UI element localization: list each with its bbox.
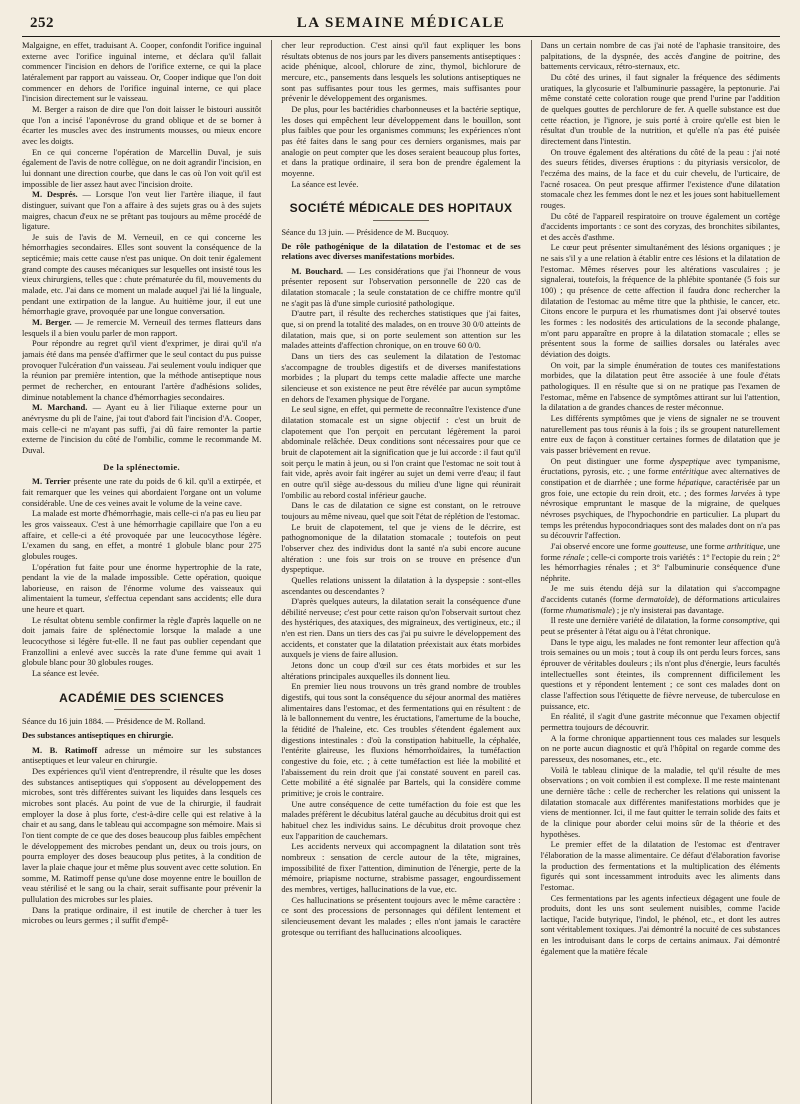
paragraph: Les accidents nerveux qui accompagnent la dilatation sont très nombreux : sensation de cercle autour de la tête, migraines, impossibilité de fixer l'attention, diminution de l'énergie, perte de la mémoire, priapisme nocturne, strabisme passager, engourdissement des membres, vertiges, hallucinations de la vue, etc.: [281, 841, 521, 894]
speaker-name: M. Berger.: [32, 317, 72, 328]
paper-title: De rôle pathogénique de la dilatation de l'estomac et de ses relations avec diverses manifestations morbides.: [281, 240, 521, 262]
paragraph-text: — Lorsque l'on veut lier l'artère iliaque, il faut distinguer, suivant que l'on a affaire à des sujets gras ou à des sujets maigres, chacun d'eux ne se prêtant pas toujours au même procédé de ligature.: [22, 189, 262, 232]
paragraph: Dans un tiers des cas seulement la dilatation de l'estomac s'accompagne de troubles digestifs et de diverses manifestations morbides ; la plupart du temps cette maladie affecte une marche silencieuse et son existence ne peut être révélée par aucun symptôme en dehors de l'examen physique de l'organe.: [281, 351, 521, 404]
paragraph: [22, 745, 261, 766]
emphasis: dyspeptique: [669, 455, 710, 466]
emphasis: rhumatismale: [565, 604, 612, 615]
paragraph-text: ) ; je n'y insisterai pas davantage.: [612, 604, 724, 615]
emphasis: dermatoïde: [636, 594, 675, 605]
paragraph: Ces fermentations par les agents infectieux dégagent une foule de produits, dont les uns sont seulement nuisibles, comme l'acide lactique, l'acide butyrique, l'indol, le phénol, etc., et dont les autres sont véritablement toxiques. J'ai démontré la nocuité de ces substances en les introduisant dans le corps de certains animaux. J'ai démontré également que la matière fécale: [540, 892, 780, 956]
emphasis: entéritique: [671, 466, 709, 477]
section-heading: SOCIÉTÉ MÉDICALE DES HOPITAUX: [289, 201, 513, 216]
paragraph: cher leur reproduction. C'est ainsi qu'il faut expliquer les bons résultats obtenus de nos jours par les divers pansements antiseptiques : acide phénique, alcool, chlorure de zinc, thymol, bichlorure de mercure, etc., pansements dans lesquels les solutions antiseptiques ne sont pas suffisantes pour tous les germes, mais suffisantes pour prévenir le développement des organismes.: [281, 40, 521, 104]
paragraph: [22, 317, 261, 338]
paragraph: Du côté des urines, il faut signaler la fréquence des sédiments uratiques, la glycosurie et l'albuminurie passagère, la peptonurie. J'ai même constaté cette coloration rouge que prend l'urine par l'addition de quelques gouttes de perchlorure de fer. A quelle substance est due cette réaction, je l'ignore, je suis porté à croire qu'elle est bien le résultat d'un trouble de la nutrition, et qu'elle n'a pas été puisée directement dans l'intestin.: [540, 71, 780, 146]
paragraph-text: J'ai observé encore une forme: [550, 540, 654, 551]
text-columns: [22, 40, 780, 1104]
paragraph: La séance est levée.: [291, 178, 359, 189]
paragraph: Jetons donc un coup d'œil sur ces états morbides et sur les altérations principales auxquelles ils donnent lieu.: [281, 660, 521, 681]
paragraph: Le cœur peut présenter simultanément des lésions organiques ; je ne sais s'il y a une relation à établir entre ces lésions et la dilatation de l'estomac. Mêmes réserves pour les altérations vasculaires ; je signalerai, toutefois, la fréquence de la phlébite spontanée (5 fois sur 100) ; qu présence de cette affection il faudra donc rechercher la dilatation de l'estomac au même titre que la phthisie, le cancer, etc. Citons encore le purpura et les rhumatismes dont j'ai observé toutes les formes : les nodosités des articulations de la seconde phalange, m'ont paru apparaître en propre à la dilatation stomacale ; elles se présentent sous la forme de saillies dorsales ou latérales avec déviation des doigts.: [540, 242, 780, 360]
paragraph-text: On peut distinguer une forme: [550, 455, 670, 466]
paragraph: [281, 266, 520, 309]
paragraph: Des expériences qu'il vient d'entreprendre, il résulte que les doses des substances antiseptiques qui s'opposent au développement des microbes, sont très différentes suivant les liquides dans lesquels ces microbes sont placés. Au point de vue de la chirurgie, il faudrait employer la dose à plus forte, c'est-à-dire celle qui est relative à la chair et au sang, dans le tableau qui accompagne son mémoire. Mais si l'on tient compte de ce que des doses beaucoup plus faibles empêchent le développement des microbes pendant un, deux ou trois jours, on pourra employer des doses beaucoup plus petites, à la condition de laver la plaie chaque jour et même plus souvent avec cette solution. En somme, M. Ratimoff pense qu'une dose moyenne entre le bouillon de veau stérilisé et le sang ou la chair, serait suffisante pour prévenir la pullulation des microbes sur les plaies.: [22, 766, 262, 904]
paragraph: Malgaigne, en effet, traduisant A. Cooper, confondit l'orifice inguinal externe avec l'orifice inguinal interne, et déclara qu'il fallait commencer l'incision en dehors de l'orifice externe, ce qui la place latéralement par rapport au vaisseau. Or, Cooper indique que l'on doit commencer en dehors de l'orifice inguinal interne, ce qui place l'incision directement sur le vaisseau.: [22, 40, 262, 104]
paragraph: La malade est morte d'hémorrhagie, mais celle-ci n'a pas eu lieu par les gros vaisseaux. C'est à une hémorrhagie capillaire que l'on a eu affaire, et celle-ci a été provoquée par une leucocythose légère. L'examen du sang, en effet, a montré 1 globule blanc pour 275 globules rouges.: [22, 508, 262, 561]
emphasis: hépatique: [677, 476, 711, 487]
paragraph: [22, 476, 261, 508]
paragraph: On voit, par la simple énumération de toutes ces manifestations morbides, que la dilatation peut être associée à une foule d'états pathologiques. Il en résulte que si on ne pratique pas l'examen de l'estomac, même en l'absence de symptômes attirant sur lui l'attention, la dilatation a de grandes chances de rester méconnue.: [540, 359, 780, 413]
paragraph: Le premier effet de la dilatation de l'estomac est d'entraver l'élaboration de la masse alimentaire. Ce défaut d'élaboration favorise la production des fermentations et la multiplication des éléments figurés qui sont incessamment introduits avec les aliments dans l'estomac.: [540, 839, 780, 892]
paragraph-text: , une forme: [685, 540, 727, 551]
speaker-name: M. Bouchard.: [291, 265, 343, 276]
section-heading: ACADÉMIE DES SCIENCES: [59, 690, 225, 705]
journal-title: LA SEMAINE MÉDICALE: [296, 15, 506, 31]
paragraph: [541, 456, 780, 541]
paragraph: Du côté de l'appareil respiratoire on trouve également un cortège d'accidents importants : ce sont des coryzas, des bronchites sibilantes, et des accès d'asthme.: [540, 210, 780, 242]
paragraph-text: avec alternatives de constipation et de diarrhée ; une forme: [540, 466, 780, 487]
emphasis: arthritique: [726, 540, 764, 551]
divider: [114, 709, 170, 710]
speaker-name: M. Terrier: [32, 476, 71, 487]
paragraph-text: , caractérisée par un gros foie, une ectopie du rein droit, etc. ; des formes: [540, 476, 780, 498]
column-right: [531, 40, 780, 1104]
paragraph-text: Je me suis étendu déjà sur la dilatation qui s'accompagne d'accidents cutanés (forme: [540, 583, 780, 605]
paragraph: Dans la pratique ordinaire, il est inutile de chercher à tuer les microbes ou leurs germes ; il suffit d'empê-: [22, 904, 262, 926]
paragraph: On trouve également des altérations du côté de la peau : j'ai noté des sueurs fétides, diverses éruptions : du pityriasis versicolor, de l'eczéma des mains, de la face et du cuir chevelu, de l'urticaire, de l'acné rosacea. On peut presque affirmer l'existence d'une dilatation stomacale chez les femmes dont le nez et les joues sont habituellement rouges.: [540, 146, 780, 210]
paragraph: [541, 615, 780, 636]
column-middle: [271, 40, 520, 1104]
divider: [373, 220, 429, 221]
paragraph: En réalité, il s'agit d'une gastrite méconnue que l'examen objectif permettra toujours de découvrir.: [540, 711, 780, 732]
subsection-heading: De la splénectomie.: [103, 461, 181, 472]
paragraph: Quelles relations unissent la dilatation à la dyspepsie : sont-elles ascendantes ou descendantes ?: [281, 574, 521, 596]
paragraph-text: Il reste une dernière variété de dilatation, la forme: [550, 615, 723, 626]
emphasis: goutteuse: [653, 540, 686, 551]
speaker-name: M. B. Ratimoff: [32, 744, 98, 755]
emphasis: consomptive: [722, 615, 765, 626]
paragraph: Le seul signe, en effet, qui permette de reconnaître l'existence d'une dilatation stomacale est un signe objectif : c'est un bruit de clapotement que l'on perçoit en percutant légèrement la paroi abdominale relâchée. Deux conditions sont nécessaires pour que ce bruit de clapotement ait la signification que je lui accorde : il faut qu'il soit perçu le matin à jeun, ou si l'on craint que l'estomac ne soit tout à fait vide, après avoir fait ingérer au sujet un demi verre d'eau; il faut en outre qu'il siège au-dessous du milieu d'une ligne qui réunirait l'ombilic au rebord costal inférieur gauche.: [281, 404, 521, 500]
paragraph: D'après quelques auteurs, la dilatation serait la conséquence d'une débilité nerveuse; c'est pour cette raison qu'on l'observait surtout chez des hystériques, des ataxiques, des migraineux, des vertigineux, etc.; il n'en est rien. Dans un tiers des cas j'ai pu suivre le développement des accidents, et constater que la dilatation préexistait aux états morbides auxquels je viens de faire allusion.: [281, 596, 521, 660]
paragraph: [541, 583, 780, 615]
speaker-name: M. Marchand.: [32, 402, 88, 413]
page-header: [22, 0, 780, 37]
paragraph: Dans le cas de dilatation ce signe est constant, on le retrouve toujours au même niveau, quel que soit l'état de réplétion de l'estomac.: [281, 500, 521, 521]
paragraph: Je suis de l'avis de M. Verneuil, en ce qui concerne les hémorrhagies secondaires. Elles sont souvent la conséquence de la septicémie; mais cette cause n'est pas unique. On doit tenir également grand compte des causes mécaniques sur lesquelles ont insisté tous les vieux chirurgiens, telles que : chute prématurée du fil, mouvements du malade, etc. J'ai dans ce moment un malade auquel j'ai lié la linguale, pendant une extirpation de la langue. Au huitième jour, il eut une hémorrhagie grave, provoquée par une longue conversation.: [22, 231, 262, 317]
page-number: 252: [30, 15, 54, 31]
session-line: Séance du 13 juin. — Présidence de M. Bucquoy.: [281, 226, 449, 237]
paragraph-text: — Ayant eu à lier l'iliaque externe pour un anévrysme du pli de l'aine, j'ai tout d'abord fait l'incision d'A. Cooper, mais celle-ci ne m'ayant pas suffi, j'ai dû faire remonter la partie externe de l'incision du côté de l'ombilic, comme le recommande M. Duval.: [22, 402, 262, 455]
paragraph: M. Berger a raison de dire que l'on doit laisser le bistouri aussitôt que l'on a incisé l'aponévrose du grand oblique et de se borner à écarter les muscles avec des instruments mousses, ou mieux encore avec les doigts.: [22, 103, 262, 146]
paragraph: En premier lieu nous trouvons un très grand nombre de troubles digestifs, qui tous sont la conséquence du séjour anormal des matières alimentaires dans l'estomac, et des fermentations qui en résultent : de là le ballonnement du ventre, les éructations, l'amertume de la bouche, la fétidité de l'haleine, etc. Ces troubles s'étendent également aux digestions intestinales : d'où la constipation habituelle, la céphalée, l'entérite glaireuse, les fluxions hémorrhoïdaires, la tuméfaction congestive du foie, etc. ; à cette tuméfaction est liée la mobilité et l'abaissement du rein droit que j'ai constaté souvent en pareil cas. Cette mobilité a été signalée par Bartels, qui la considère comme primitive; je crois le contraire.: [281, 681, 521, 798]
paragraph-text: ; celle-ci comporte trois variétés : 1° l'ectopie du rein ; 2° les hémorrhagies rénales ; et 3° l'albuminurie conséquence d'une néphrite.: [540, 551, 780, 583]
speaker-name: M. Després.: [32, 189, 78, 200]
paragraph-text: , qui peut se présenter à l'état aigu ou à l'état chronique.: [540, 615, 780, 637]
paragraph: D'autre part, il résulte des recherches statistiques que j'ai faites, que, si on prend la totalité des malades, on en trouve 30 0/0 atteints de dilatation, mais que, si on porte seulement son attention sur les malades atteints d'affection chronique, on en trouve 60 0/0.: [281, 308, 521, 351]
paragraph: Le bruit de clapotement, tel que je viens de le décrire, est pathognomonique de la dilatation stomacale ; toutefois on peut l'observer chez des individus dont la santé n'a subi encore aucune altération : une fois sur trois on se trouve en présence d'un dyspeptique.: [281, 521, 521, 575]
paragraph-text: — Je remercie M. Verneuil des termes flatteurs dans lesquels il a bien voulu parler de mon rapport.: [22, 317, 262, 338]
paragraph: La séance est levée.: [32, 668, 99, 679]
paragraph: Une autre conséquence de cette tuméfaction du foie est que les malades préfèrent le décubitus latéral gauche au décubitus droit qui est habituel chez les individus sains. Le décubitus droit provoque chez eux l'apparition de cauchemars.: [281, 798, 521, 841]
paragraph-text: adresse un mémoire sur les substances antiseptiques et leur valeur en chirurgie.: [22, 744, 262, 766]
paragraph: Les différents symptômes que je viens de signaler ne se trouvent naturellement pas tous réunis à la fois ; ils se groupent naturellement entre eux de façon à constituer certaines formes de dilatation que je vais passer brièvement en revue.: [540, 412, 780, 455]
column-left: [22, 40, 261, 1104]
paragraph: [541, 541, 780, 584]
paragraph-text: à type névrosique empruntant le masque de la migraine, de quelques névroses psychiques, de l'hypochondrie en particulier. La plupart du temps les prétendus hypocondriaques sont des malades dont on n'a pas su découvrir l'affection.: [540, 487, 780, 541]
paragraph: De plus, pour les bactéridies charbonneuses et la bactérie septique, les doses qui empêchent leur développement dans le bouillon, sont plus faibles que pour les organismes communs; les expériences n'ont pas été faites dans le sang pour ces derniers organismes, mais par analogie on peut compter que les doses seraient beaucoup plus fortes, et dans la pratique ordinaire, il sera bon de prendre également la moyenne.: [281, 103, 521, 178]
paragraph: Pour répondre au regret qu'il vient d'exprimer, je dirai qu'il n'a jamais été dans ma pensée d'affirmer que le seul contact du pus puisse provoquer l'ulcération d'un vaisseau. J'ai seulement voulu indiquer que la réunion par première intention, que la méthode antiseptique nous permet de rechercher, en entourant l'artère d'adhésions solides, diminue notablement la chance d'hémorrhagies secondaires.: [22, 338, 262, 402]
session-line: Séance du 16 juin 1884. — Présidence de M. Rolland.: [22, 716, 206, 727]
paragraph-text: présente une rate du poids de 6 kil. qu'il a extirpée, et fait remarquer que les veines qui abordaient l'organe ont un volume considérable. Une de ces veines avait le volume de la veine cave.: [22, 476, 262, 508]
paragraph: Voilà le tableau clinique de la maladie, tel qu'il résulte de mes observations ; on voit combien il est complexe. Il me reste maintenant une dernière tâche : celle de rechercher les relations qui unissent la dilatation stomacale aux différentes manifestations morbides que je viens de mentionner. Ici, il me faut quitter le terrain solide des faits et de la clinique pour aborder celui moins sûr de la théorie et des hypothèses.: [540, 764, 780, 839]
paragraph: [22, 402, 261, 455]
paragraph-text: — Les considérations que j'ai l'honneur de vous présenter reposent sur l'observation personnelle de 220 cas de dilatation stomacale ; la seule constatation de ce chiffre montre qu'il ne s'agit pas là d'une simple curiosité pathologique.: [281, 265, 521, 308]
paragraph: Dans le type aigu, les malades ne font remonter leur affection qu'à trois semaines ou un mois ; tout à coup ils ont perdu leurs forces, sans éprouver de véritables douleurs ; ils n'ont plus d'énergie, leurs facultés intellectuelles sont éteintes, ils comprennent difficilement les questions et y répondent lentement ; ce sont ces malades dont on classe l'affection sous l'étiquette de fièvre nerveuse, de tuberculose en puissance, etc.: [540, 636, 780, 711]
paragraph: En ce qui concerne l'opération de Marcellin Duval, je suis également de l'avis de notre collègue, on ne doit agrandir l'incision, en lui donnant une direction courbe, que dans le cas où l'on voit qu'il est impossible de lier assez haut avec l'incision droite.: [22, 146, 262, 189]
paragraph: Dans un certain nombre de cas j'ai noté de l'aphasie transitoire, des palpitations, de la dyspnée, des accès d'angine de poitrine, des battements cervicaux, rétro-sternaux, etc.: [540, 40, 780, 72]
paragraph: L'opération fut faite pour une énorme hypertrophie de la rate, pendant la vie de la malade impossible. Cette opération, quoique laborieuse, en raison de l'énorme volume des vaisseaux qui alimentaient la tumeur, s'effectua cependant sans accidents; elle dura une heure et quart.: [22, 561, 262, 615]
paragraph: A la forme chronique appartiennent tous ces malades sur lesquels on ne porte aucun diagnostic et qu'à l'hôpital on regarde comme des paresseux, des nosomanes, etc., etc.: [540, 732, 780, 764]
paragraph: [22, 189, 261, 232]
paragraph-text: avec tympanisme, éructations, pyrosis, etc. ; une forme: [540, 455, 780, 477]
paragraph: Ces hallucinations se présentent toujours avec le même caractère : ce sont des processions de personnages qui défilent lentement et silencieusement devant les malades ; elles n'ont jamais le caractère grotesque ou terrifiant des hallucinations alcooliques.: [281, 894, 521, 937]
paragraph-text: , une forme: [540, 540, 780, 562]
paragraph: Le résultat obtenu semble confirmer la règle d'après laquelle on ne doit jamais faire de splénectomie lorsque la malade a une leucocythose si légère fut-elle. Il ne faut pas oublier cependant que Franzollini a enlevé avec succès la rate d'une femme qui avait 1 globule blanc pour 30 globules rouges.: [22, 614, 262, 668]
emphasis: rénale: [562, 551, 585, 562]
paper-title: Des substances antiseptiques en chirurgie.: [22, 730, 174, 741]
emphasis: larvées: [730, 487, 756, 498]
paragraph-text: ), de déformations articulaires (forme: [540, 594, 780, 615]
